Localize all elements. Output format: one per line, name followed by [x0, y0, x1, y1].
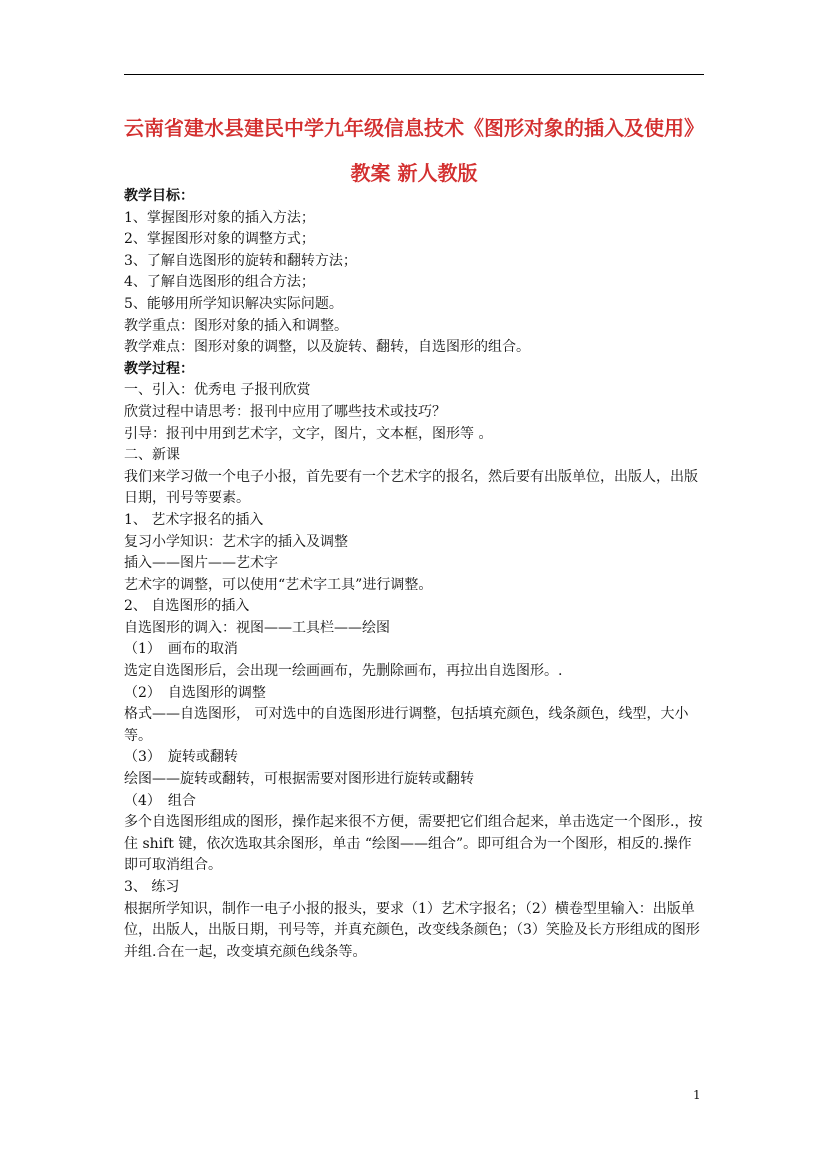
- objective-line: 5、能够用所学知识解决实际问题。: [124, 295, 343, 312]
- paragraph: （3） 旋转或翻转: [124, 749, 238, 766]
- paragraph: 选定自选图形后，会出现一绘画画布，先删除画布，再拉出自选图形。.: [124, 663, 563, 680]
- paragraph: 插入——图片——艺术字: [124, 555, 278, 572]
- objective-line: 1、掌握图形对象的插入方法；: [124, 209, 315, 226]
- objective-line: 3、了解自选图形的旋转和翻转方法；: [124, 252, 357, 269]
- difficulty-line: 教学难点：图形对象的调整，以及旋转、翻转，自选图形的组合。: [124, 339, 530, 356]
- section-heading: 教学目标：: [124, 188, 194, 204]
- paragraph: 我们来学习做一个电子小报，首先要有一个艺术字的报名，然后要有出版单位，出版人，出版日期，刊号等要素。: [124, 468, 698, 507]
- paragraph: 3、 练习: [124, 879, 180, 895]
- paragraph: （4） 组合: [124, 792, 196, 809]
- paragraph: 引导：报刊中用到艺术字，文字，图片，文本框，图形等 。: [124, 425, 493, 442]
- paragraph: 自选图形的调入：视图——工具栏——绘图: [124, 619, 390, 636]
- paragraph: 欣赏过程中请思考：报刊中应用了哪些技术或技巧？: [124, 403, 446, 420]
- paragraph: 多个自选图形组成的图形，操作起来很不方便，需要把它们组合起来，单击选定一个图形.，按住 shift 键，依次选取其余图形，单击 “绘图——组合”。即可组合为一个图形，相反的.操作即可取消组合。: [124, 814, 703, 874]
- page-number: 1: [693, 1088, 701, 1102]
- paragraph: 复习小学知识：艺术字的插入及调整: [124, 533, 348, 550]
- paragraph: 二、新课: [124, 447, 180, 464]
- paragraph: 1、 艺术字报名的插入: [124, 511, 264, 528]
- paragraph: 一、引入：优秀电 子报刊欣赏: [124, 382, 311, 399]
- paragraph: （2） 自选图形的调整: [124, 684, 266, 701]
- paragraph: 2、 自选图形的插入: [124, 598, 250, 615]
- section-heading: 教学过程：: [124, 360, 194, 377]
- document-body: [124, 186, 704, 963]
- paragraph: 根据所学知识，制作一电子小报的报头，要求（1）艺术字报名；（2）横卷型里输入：出版单位，出版人，出版日期，刊号等，并真充颜色，改变线条颜色；（3）笑脸及长方形组成的图形并组.合在一起，改变填充颜色线条等。: [124, 900, 700, 960]
- paragraph: （1） 画布的取消: [124, 641, 238, 658]
- key-point-line: 教学重点：图形对象的插入和调整。: [124, 317, 348, 334]
- document-title: 云南省建水县建民中学九年级信息技术《图形对象的插入及使用》教案 新人教版: [124, 116, 704, 185]
- paragraph: 格式——自选图形， 可对选中的自选图形进行调整，包括填充颜色，线条颜色，线型，大小等。: [124, 706, 689, 744]
- paragraph: 艺术字的调整，可以使用“艺术字工具”进行调整。: [124, 576, 433, 593]
- objective-line: 2、掌握图形对象的调整方式；: [124, 231, 315, 248]
- header-rule: [124, 74, 704, 75]
- objective-line: 4、了解自选图形的组合方法；: [124, 274, 315, 291]
- paragraph: 绘图——旋转或翻转，可根据需要对图形进行旋转或翻转: [124, 771, 474, 788]
